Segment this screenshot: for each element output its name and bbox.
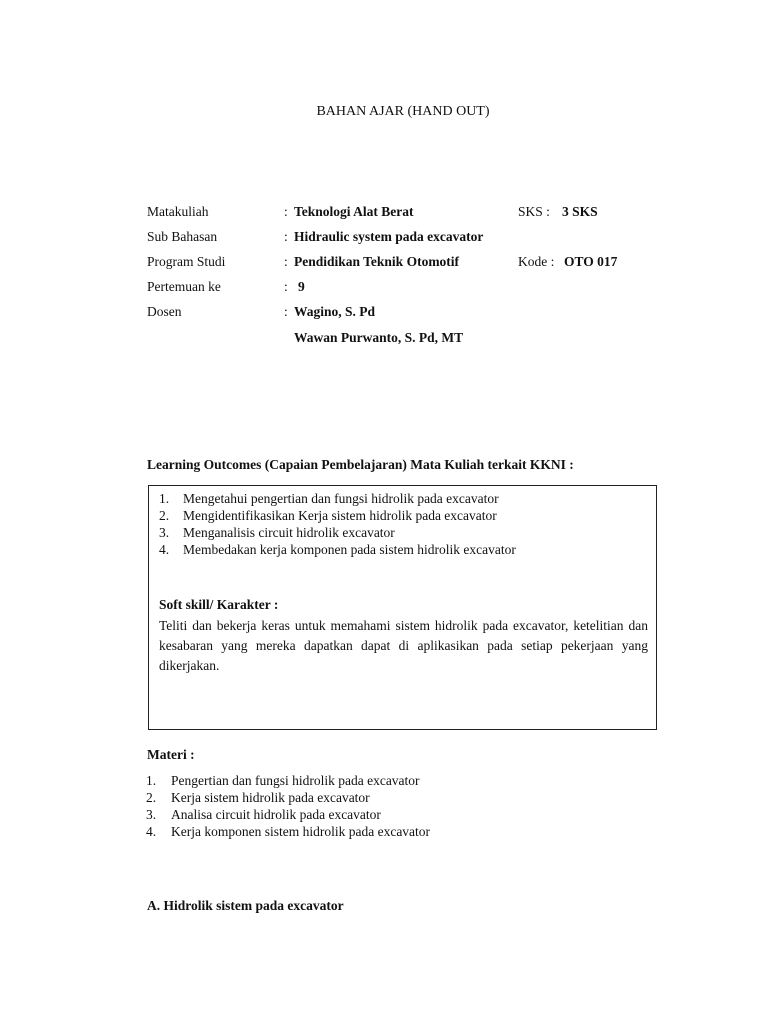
info-label: Program Studi: [147, 254, 226, 269]
list-item: [159, 541, 516, 558]
info-colon: :: [284, 204, 288, 219]
learning-outcomes-heading: Learning Outcomes (Capaian Pembelajaran) Mata Kuliah terkait KKNI :: [147, 457, 574, 472]
item-text: Analisa circuit hidrolik pada excavator: [171, 807, 381, 822]
list-item: [159, 507, 516, 524]
item-number: 2.: [146, 790, 157, 805]
info-label: Pertemuan ke: [147, 279, 221, 294]
info-value: Teknologi Alat Berat: [294, 204, 414, 219]
item-text: Pengertian dan fungsi hidrolik pada excavator: [171, 773, 420, 788]
info-colon: :: [284, 254, 288, 269]
item-text: Menganalisis circuit hidrolik excavator: [183, 525, 395, 540]
section-heading: A. Hidrolik sistem pada excavator: [147, 898, 344, 913]
list-item: [159, 524, 516, 541]
info-label: Dosen: [147, 304, 182, 319]
item-number: 1.: [159, 491, 170, 506]
item-number: 3.: [159, 525, 170, 540]
info-value: Pendidikan Teknik Otomotif: [294, 254, 460, 269]
item-text: Mengetahui pengertian dan fungsi hidrolik pada excavator: [183, 491, 499, 506]
item-number: 4.: [159, 542, 170, 557]
item-text: Kerja komponen sistem hidrolik pada excavator: [171, 824, 431, 839]
info-row-dosen: [147, 304, 647, 324]
sks-label: SKS :: [518, 204, 550, 219]
info-colon: :: [284, 279, 288, 294]
info-row-program-studi: [147, 254, 647, 274]
item-number: 1.: [146, 773, 157, 788]
info-row-sub-bahasan: [147, 229, 647, 249]
kode-value: OTO 017: [564, 254, 618, 269]
document-title: BAHAN AJAR (HAND OUT): [316, 104, 490, 119]
list-item: [159, 490, 516, 507]
list-item: [146, 806, 430, 823]
item-text: Kerja sistem hidrolik pada excavator: [171, 790, 370, 805]
info-value-2: Wawan Purwanto, S. Pd, MT: [294, 330, 464, 345]
item-number: 4.: [146, 824, 157, 839]
learning-outcomes-box: [148, 485, 657, 730]
soft-skill-title: Soft skill/ Karakter :: [159, 597, 279, 612]
list-item: [146, 772, 430, 789]
sks-value: 3 SKS: [562, 204, 598, 219]
list-item: [146, 823, 430, 840]
info-row-matakuliah: [147, 204, 647, 224]
item-number: 2.: [159, 508, 170, 523]
materi-title: Materi :: [147, 747, 195, 762]
info-label: Matakuliah: [147, 204, 209, 219]
item-text: Mengidentifikasikan Kerja sistem hidrolik pada excavator: [183, 508, 497, 523]
info-colon: :: [284, 304, 288, 319]
info-label: Sub Bahasan: [147, 229, 218, 244]
item-number: 3.: [146, 807, 157, 822]
learning-outcomes-list: [159, 490, 516, 558]
item-text: Membedakan kerja komponen pada sistem hidrolik excavator: [183, 542, 516, 557]
info-value: 9: [298, 279, 305, 294]
materi-list: [146, 772, 430, 840]
info-row-pertemuan: [147, 279, 647, 299]
info-value: Wagino, S. Pd: [294, 304, 376, 319]
list-item: [146, 789, 430, 806]
info-colon: :: [284, 229, 288, 244]
soft-skill-text: Teliti dan bekerja keras untuk memahami sistem hidrolik pada excavator, ketelitian dan kesabaran yang mereka dapatkan dapat di aplikasikan pada setiap pekerjaan yang dikerjakan.: [159, 618, 648, 673]
kode-label: Kode :: [518, 254, 555, 269]
info-value: Hidraulic system pada excavator: [294, 229, 484, 244]
info-row-dosen-2: [147, 330, 647, 350]
